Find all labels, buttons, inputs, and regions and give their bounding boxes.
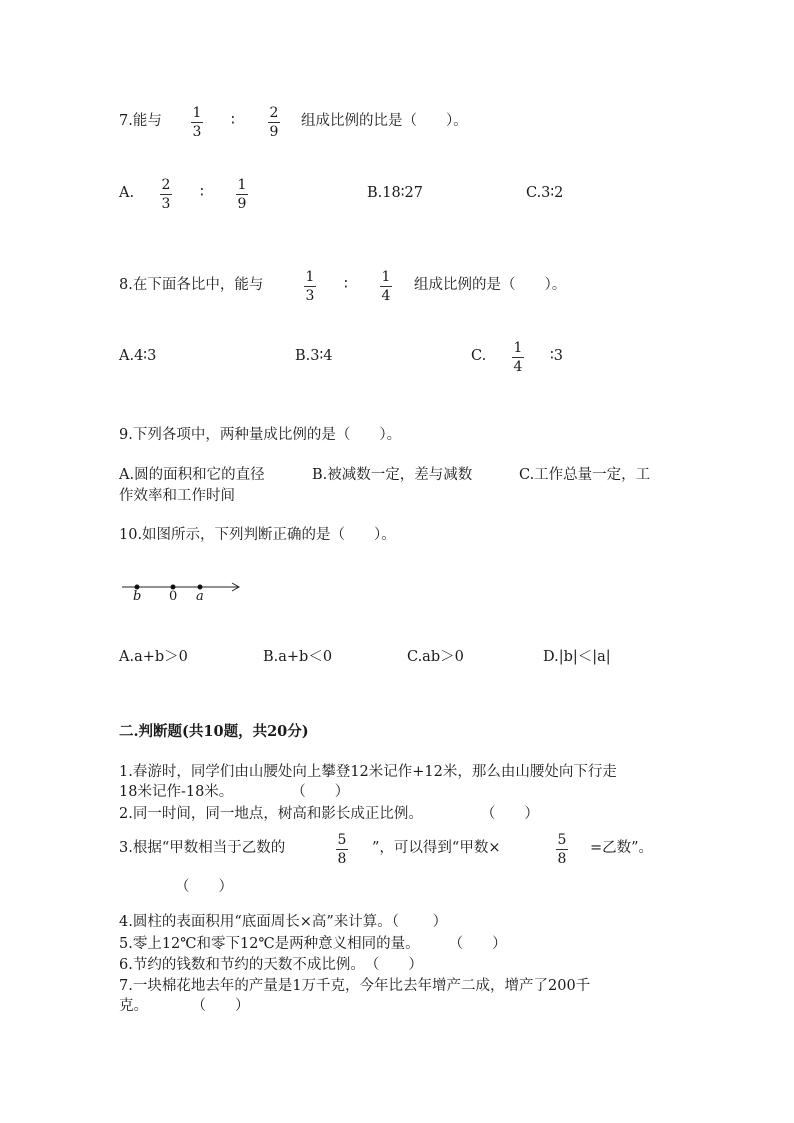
q7-colon: ∶: [231, 113, 235, 129]
fraction-denominator: 9: [269, 124, 279, 140]
judgment-3-suffix: =乙数”。: [590, 840, 654, 856]
q8-prefix: 8.在下面各比中，能与: [119, 277, 264, 293]
q9-option-c-line2: 作效率和工作时间: [119, 488, 235, 504]
q7-option-a-colon: ∶: [200, 185, 204, 201]
q10-option-a: A.a+b＞0: [119, 649, 188, 665]
judgment-3-fraction-1: [336, 833, 348, 867]
fraction-denominator: 8: [337, 851, 347, 867]
q8-option-a: A.4∶3: [119, 348, 157, 364]
judgment-3-mid: ”，可以得到“甲数×: [372, 840, 501, 856]
q7-option-a-fraction-1: [160, 178, 172, 212]
q8-fraction-1: [304, 270, 316, 304]
q9-option-c-line1: C.工作总量一定，工: [519, 467, 651, 483]
judgment-3-paren: （ ）: [175, 879, 233, 895]
fraction-numerator: 5: [557, 832, 567, 848]
q10-stem: 10.如图所示，下列判断正确的是（ ）。: [119, 527, 396, 543]
q8-option-c-fraction: [512, 341, 524, 375]
fraction-bar: [160, 194, 172, 195]
fraction-bar: [191, 122, 203, 123]
fraction-numerator: 1: [305, 269, 315, 285]
q9-stem: 9.下列各项中，两种量成比例的是（ ）。: [119, 427, 402, 443]
judgment-5: 5.零上12℃和零下12℃是两种意义相同的量。 （ ）: [119, 936, 507, 952]
fraction-denominator: 3: [192, 124, 202, 140]
q7-fraction-2: [268, 106, 280, 140]
fraction-numerator: 1: [237, 177, 247, 193]
q9-option-a: A.圆的面积和它的直径: [119, 467, 265, 483]
judgment-7-line1: 7.一块棉花地去年的产量是1万千克，今年比去年增产二成，增产了200千: [119, 978, 591, 994]
q10-option-d: D.|b|＜|a|: [543, 649, 611, 665]
fraction-bar: [304, 286, 316, 287]
fraction-bar: [380, 286, 392, 287]
q10-option-b: B.a+b＜0: [263, 649, 333, 665]
q8-option-b: B.3∶4: [295, 348, 333, 364]
judgment-3-fraction-2: [556, 833, 568, 867]
point-a-label: a: [196, 589, 204, 604]
fraction-numerator: 2: [161, 177, 171, 193]
q8-fraction-2: [380, 270, 392, 304]
fraction-denominator: 9: [237, 196, 247, 212]
judgment-4: 4.圆柱的表面积用“底面周长×高”来计算。（ ）: [119, 914, 448, 930]
judgment-1-line2: 18米记作-18米。 （ ）: [119, 784, 350, 800]
fraction-bar: [336, 849, 348, 850]
fraction-bar: [556, 849, 568, 850]
q8-suffix: 组成比例的是（ ）。: [414, 277, 567, 293]
number-line-figure: [118, 576, 248, 606]
fraction-numerator: 1: [513, 340, 523, 356]
point-b-label: b: [133, 589, 142, 604]
judgment-3-prefix: 3.根据“甲数相当于乙数的: [119, 840, 286, 856]
judgment-1-line1: 1.春游时，同学们由山腰处向上攀登12米记作+12米，那么由山腰处向下行走: [119, 764, 617, 780]
fraction-numerator: 5: [337, 832, 347, 848]
q7-prefix: 7.能与: [119, 113, 162, 129]
q7-option-b: B.18∶27: [367, 185, 423, 201]
q7-fraction-1: [191, 106, 203, 140]
judgment-2: 2.同一时间，同一地点，树高和影长成正比例。 （ ）: [119, 806, 539, 822]
section-title: 二.判断题(共10题，共20分): [119, 723, 309, 740]
judgment-7-line2: 克。 （ ）: [119, 998, 250, 1014]
fraction-denominator: 3: [305, 288, 315, 304]
fraction-numerator: 2: [269, 105, 279, 121]
q9-option-b: B.被减数一定，差与减数: [312, 467, 473, 483]
fraction-numerator: 1: [192, 105, 202, 121]
fraction-numerator: 1: [381, 269, 391, 285]
fraction-bar: [512, 357, 524, 358]
q7-option-a-fraction-2: [236, 178, 248, 212]
judgment-6: 6.节约的钱数和节约的天数不成比例。 （ ）: [119, 957, 423, 973]
fraction-bar: [268, 122, 280, 123]
fraction-denominator: 3: [161, 196, 171, 212]
q7-option-a-label: A.: [119, 185, 135, 201]
q7-suffix: 组成比例的比是（ ）。: [301, 113, 468, 129]
point-zero-label: 0: [169, 589, 178, 604]
q8-option-c-suffix: ∶3: [550, 348, 563, 364]
q8-colon: ∶: [344, 277, 348, 293]
fraction-bar: [236, 194, 248, 195]
fraction-denominator: 8: [557, 851, 567, 867]
q10-option-c: C.ab＞0: [407, 649, 464, 665]
fraction-denominator: 4: [513, 359, 523, 375]
fraction-denominator: 4: [381, 288, 391, 304]
q8-option-c-label: C.: [471, 348, 487, 364]
q7-option-c: C.3∶2: [526, 185, 564, 201]
